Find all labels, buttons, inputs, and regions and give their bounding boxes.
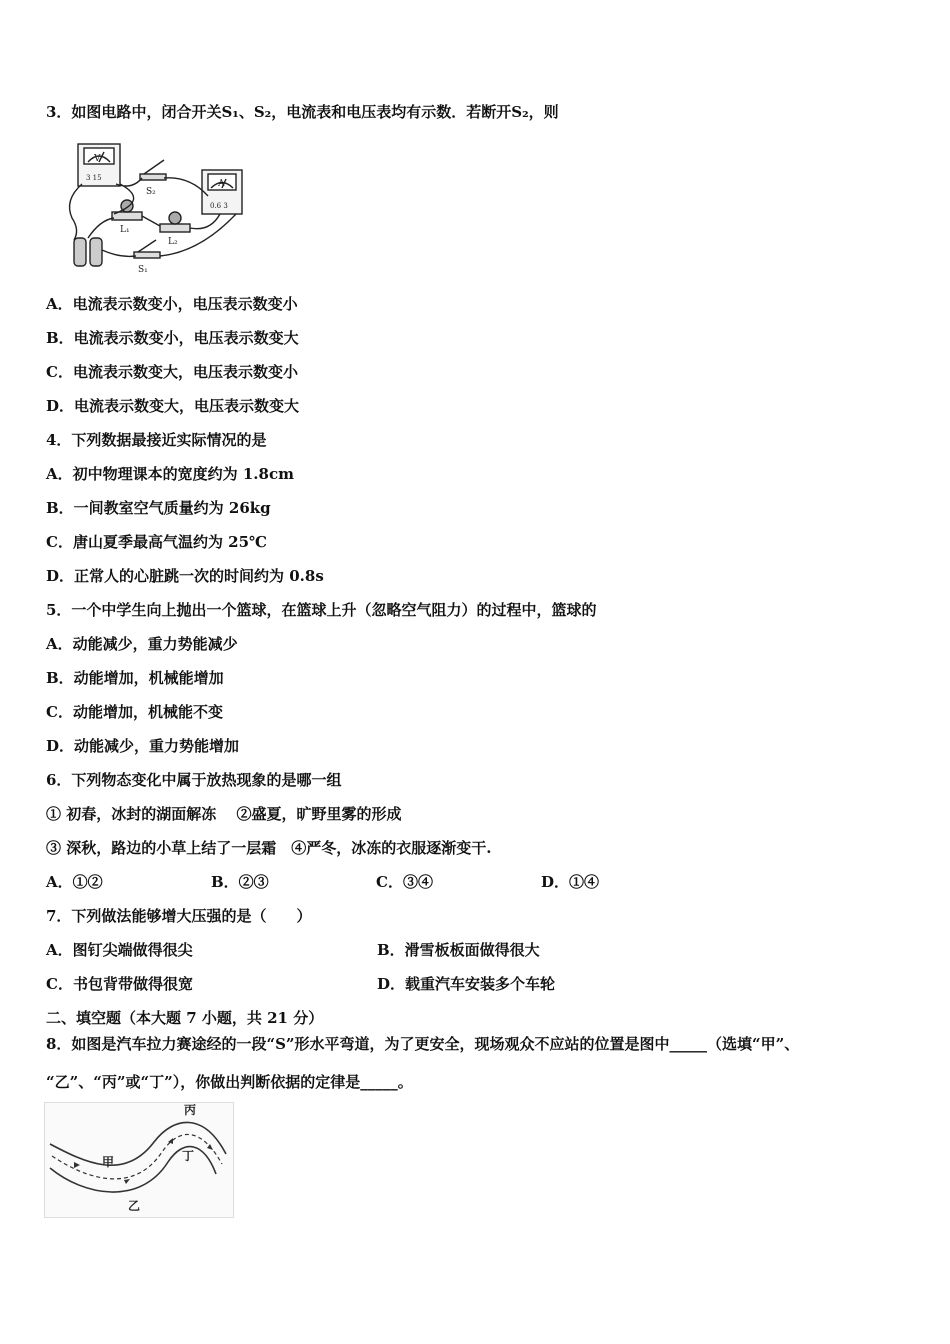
position-ding-label: 丁 [182,1149,195,1163]
l2-label: L₂ [168,237,178,247]
q3-option-d: D．电流表示数变大，电压表示数变大 [46,397,300,415]
l1-label: L₁ [120,225,130,235]
q5-option-a: A．动能减少，重力势能减少 [46,635,238,653]
q6-stem: 6．下列物态变化中属于放热现象的是哪一组 [46,771,342,789]
q4-option-c: C．唐山夏季最高气温约为 25℃ [46,533,268,551]
q4-stem: 4．下列数据最接近实际情况的是 [46,431,267,449]
q6-option-a: A．①② [46,873,103,891]
q3-option-c: C．电流表示数变大，电压表示数变小 [46,363,298,381]
q8-line2: “乙”、“丙”或“丁”），你做出判断依据的定律是_____。 [46,1073,413,1091]
q3-stem: 3．如图电路中，闭合开关S₁、S₂，电流表和电压表均有示数．若断开S₂，则 [46,103,559,121]
q7-option-d: D．载重汽车安装多个车轮 [377,975,556,993]
q5-option-b: B．动能增加，机械能增加 [46,669,224,687]
q7-option-b: B．滑雪板板面做得很大 [377,941,540,959]
q4-option-b: B．一间教室空气质量约为 26kg [46,499,271,517]
battery-icon [74,238,86,266]
q8-line1: 8．如图是汽车拉力赛途经的一段“S”形水平弯道，为了更安全，现场观众不应站的位置是图中_____（选填“甲”、 [46,1035,800,1053]
q4-option-a: A．初中物理课本的宽度约为 1.8cm [46,465,294,483]
s2-label: S₂ [146,187,156,197]
q7-option-a: A．图钉尖端做得很尖 [46,941,193,959]
position-bing-label: 丙 [184,1103,197,1117]
ammeter-scale: 0.6 3 [210,202,228,210]
q6-option-c: C．③④ [376,873,433,891]
s1-label: S₁ [138,265,148,275]
q5-stem: 5．一个中学生向上抛出一个篮球，在篮球上升（忽略空气阻力）的过程中，篮球的 [46,601,597,619]
switch-s2-icon [140,174,166,180]
position-yi-label: 乙 [128,1199,141,1213]
q6-option-d: D．①④ [541,873,600,891]
ammeter-label: A [218,179,225,189]
q6-option-b: B．②③ [211,873,269,891]
q7-stem: 7．下列做法能够增大压强的是（ ） [46,907,312,925]
q6-statement-line1: ① 初春，冰封的湖面解冻 ②盛夏，旷野里雾的形成 [46,805,402,823]
q3-option-b: B．电流表示数变小，电压表示数变大 [46,329,299,347]
q3-option-a: A．电流表示数变小，电压表示数变小 [46,295,298,313]
s-curve-road-figure [44,1102,234,1218]
voltmeter-label: V [94,154,101,164]
voltmeter-scale: 3 15 [86,174,102,182]
bulb-l2-icon [169,212,181,224]
q5-option-c: C．动能增加，机械能不变 [46,703,223,721]
q4-option-d: D．正常人的心脏跳一次的时间约为 0.8s [46,567,324,585]
switch-s1-icon [134,252,160,258]
circuit-figure [60,140,250,275]
q7-option-c: C．书包背带做得很宽 [46,975,193,993]
q5-option-d: D．动能减少，重力势能增加 [46,737,240,755]
section-heading: 二、填空题（本大题 7 小题，共 21 分） [46,1009,324,1027]
position-jia-label: 甲 [102,1155,115,1169]
q6-statement-line2: ③ 深秋，路边的小草上结了一层霜 ④严冬，冰冻的衣服逐渐变干. [46,839,492,857]
